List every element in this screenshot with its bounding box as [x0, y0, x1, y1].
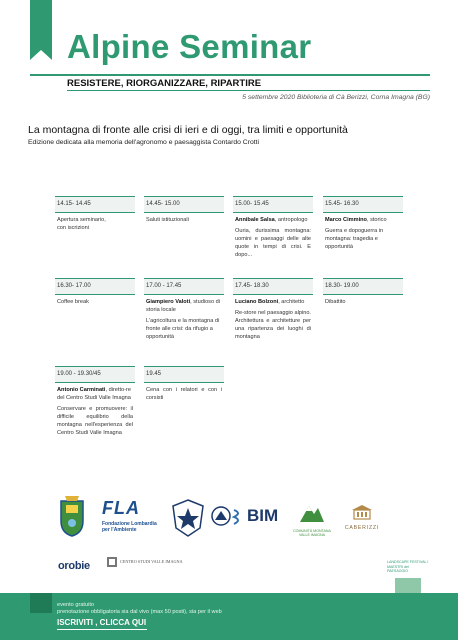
talk-title: Guerra e dopoguerra in montagna: tragedia e opportunità [325, 227, 384, 251]
program-slot [323, 196, 403, 251]
seminar-dedication: Edizione dedicata alla memoria dell'agronomo e paesaggista Contardo Crotti [28, 139, 260, 146]
title-ribbon [30, 0, 52, 60]
speaker-name: Annibale Salsa [235, 216, 275, 223]
slot-description: Coffee break [57, 298, 89, 305]
bim-mark: BIM [247, 506, 279, 525]
slot-divider [233, 212, 313, 213]
slot-divider [233, 294, 313, 295]
talk-title: Conservare e promuovere: il difficile equilibrio della montagna nell'esperienza del Centro Studi Valle Imagna [57, 405, 133, 437]
program-slot [55, 196, 135, 232]
caberizzi-logo [342, 504, 382, 538]
orobie-mark: orobie [58, 560, 90, 572]
fla-logo [102, 498, 162, 538]
slot-divider [323, 212, 403, 213]
subtitle-divider [67, 90, 430, 91]
bim-waves-icon [232, 508, 246, 526]
speaker-role: , storico [366, 216, 387, 223]
register-link[interactable]: ISCRIVITI , CLICCA QUI [57, 618, 147, 627]
talk-title: Re-store nel paesaggio alpino. Architettura e architetture per una ripartenza dei luoghi di montagna [235, 309, 311, 341]
slot-time: 19.00 - 19.30/45 [55, 366, 135, 382]
register-link-underline [57, 629, 147, 630]
speaker-name: Luciano Bolzoni [235, 298, 279, 305]
slot-time: 17.00 - 17.45 [144, 278, 224, 294]
slot-divider [55, 212, 135, 213]
slot-time: 15.45- 16.30 [323, 196, 403, 212]
program-slot [323, 278, 403, 306]
program-slot [144, 366, 224, 402]
event-dateline: 5 settembre 2020 Biblioteria di Cà Berizzi, Corna Imagna (BG) [242, 94, 430, 101]
csvi-emblem-icon [106, 556, 118, 568]
free-event-note: evento gratuito [57, 602, 95, 608]
slot-description: Dibattito [325, 298, 346, 305]
mountain-icon [298, 500, 326, 524]
orobie-logo [58, 556, 90, 574]
comunita-caption: COMUNITÀ MONTANA VALLE IMAGNA [293, 529, 331, 538]
program-slot [144, 196, 224, 224]
slot-divider [55, 294, 135, 295]
slot-time: 18.30- 19.00 [323, 278, 403, 294]
speaker-role: , antropologo [274, 216, 308, 223]
slot-divider [144, 212, 224, 213]
slot-divider [144, 382, 224, 383]
caberizzi-caption: CABERIZZI [344, 525, 380, 531]
speaker-name: Giampiero Valoti [146, 298, 191, 305]
cai-mark-icon [210, 506, 232, 526]
comunita-montana-logo [292, 500, 332, 540]
slot-time: 17.45- 18.30 [233, 278, 313, 294]
fla-mark: FLA [102, 498, 140, 518]
slot-time: 19.45 [144, 366, 224, 382]
slot-divider [323, 294, 403, 295]
municipal-crest-icon [58, 495, 86, 537]
slot-divider [144, 294, 224, 295]
page-subtitle: RESISTERE, RIORGANIZZARE, RIPARTIRE [67, 78, 262, 89]
program-slot [55, 278, 135, 306]
footer-accent-bar [30, 593, 52, 613]
speaker-name: Marco Cimmino [325, 216, 367, 223]
slot-divider [55, 382, 135, 383]
speaker-role: , architetto [278, 298, 305, 305]
speaker-role: , diretto-re del Centro Studi Valle Imagna [57, 386, 131, 401]
slot-description: Cena con i relatori e con i corsisti [146, 386, 222, 401]
program-slot [233, 278, 313, 341]
talk-title: L'agricoltura e la montagna di fronte alle crisi: da rifugio a opportunità [146, 317, 220, 341]
slot-description: Saluti istituzionali [146, 216, 189, 223]
slot-description: Apertura seminario, con iscrizioni [57, 216, 106, 231]
star-emblem-icon [170, 498, 206, 538]
program-slot [144, 278, 224, 341]
title-divider [30, 74, 430, 76]
slot-time: 14.15- 14.45 [55, 196, 135, 212]
slot-time: 16.30- 17.00 [55, 278, 135, 294]
speaker-name: Antonio Carminati [57, 386, 106, 393]
slot-time: 14.45- 15.00 [144, 196, 224, 212]
building-icon [351, 504, 373, 520]
talk-title: Ouria, durissima montagna: uomini e paesaggi delle alte quote in tempi di crisi. E dopo... [235, 227, 311, 259]
booking-note: prenotazione obbligatoria sia dal vivo (max 50 posti), sia per il web [57, 609, 222, 615]
fla-caption: Fondazione Lombardia per l'Ambiente [102, 521, 157, 533]
bim-logo [232, 506, 288, 530]
page-title: Alpine Seminar [67, 28, 312, 65]
program-slot [55, 366, 135, 437]
speaker-role: , studioso di storia locale [146, 298, 220, 313]
csvi-logo [106, 556, 181, 570]
slot-time: 15.00- 15.45 [233, 196, 313, 212]
badge-caption: LANDSCAPE FESTIVAL I MAESTRI del PAESAGGIO [387, 560, 429, 574]
program-slot [233, 196, 313, 259]
csvi-caption: CENTRO STUDI VALLE IMAGNA [120, 559, 183, 564]
seminar-headline: La montagna di fronte alle crisi di ieri e di oggi, tra limiti e opportunità [28, 124, 348, 136]
registration-footer [0, 593, 458, 640]
